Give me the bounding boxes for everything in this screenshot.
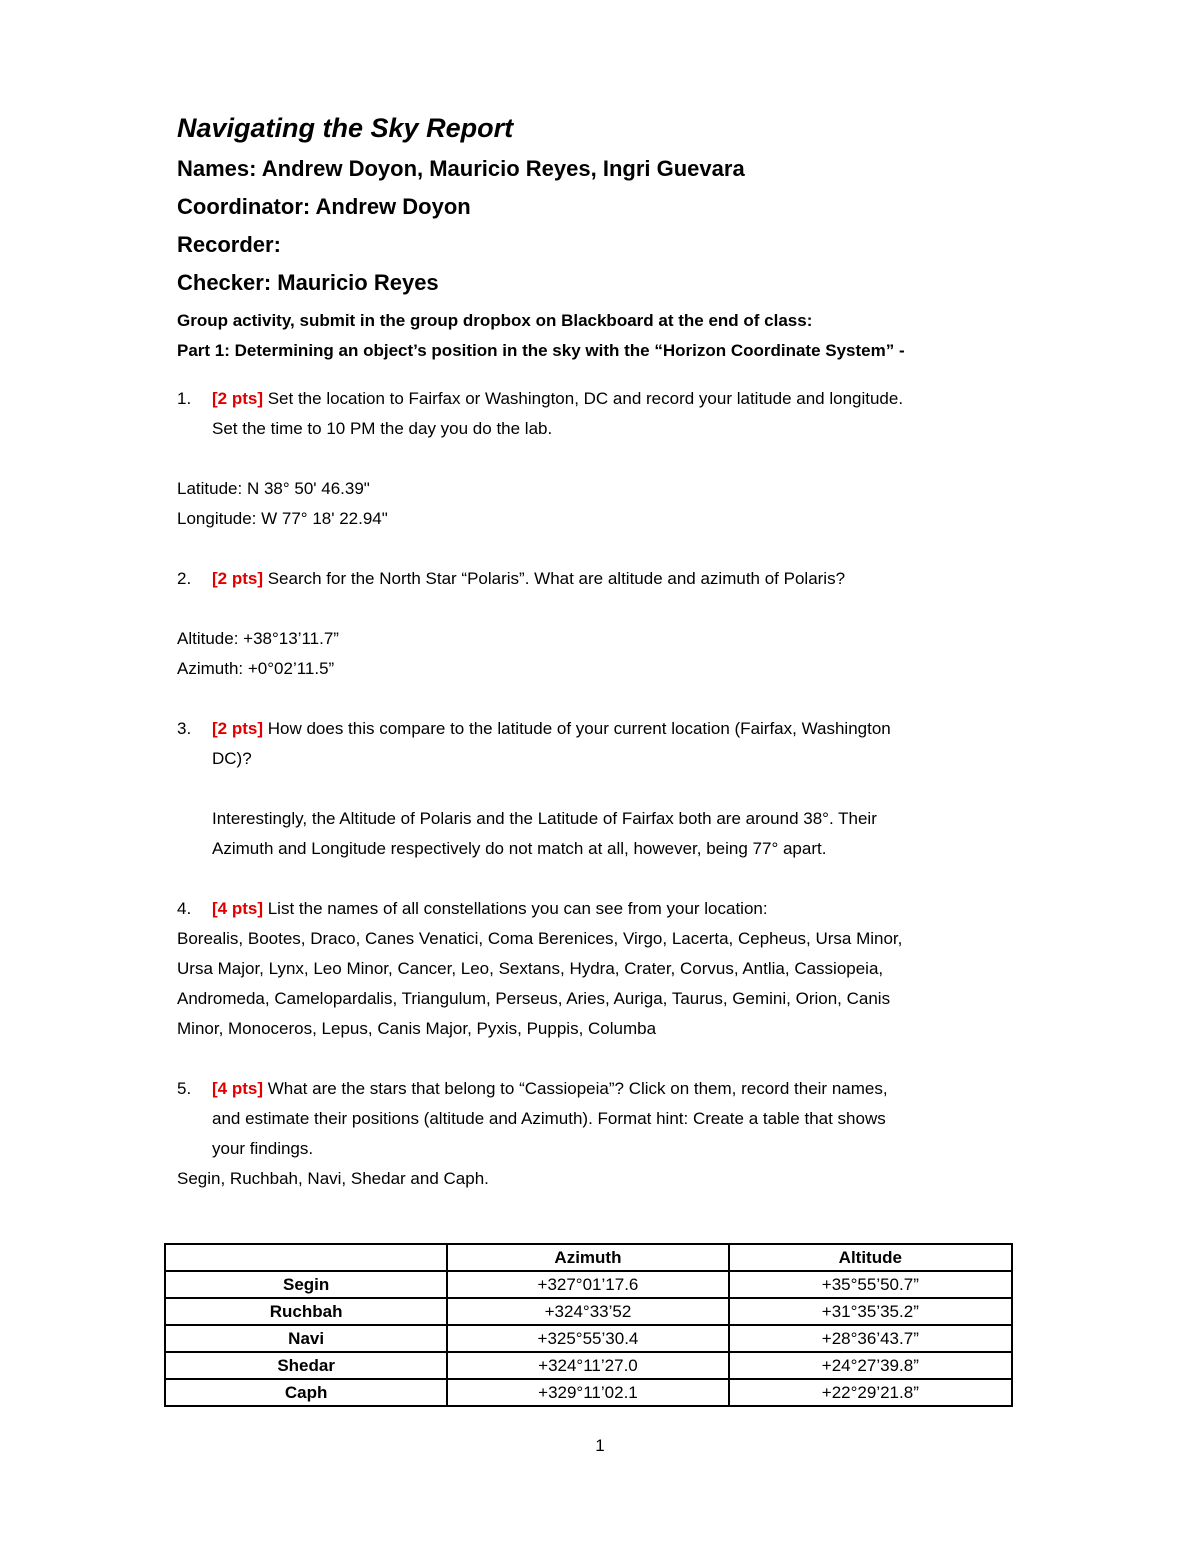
table-row — [165, 1379, 1012, 1406]
star-positions-table — [164, 1243, 1013, 1407]
question-text: How does this compare to the latitude of your current location (Fairfax, Washington — [263, 719, 891, 738]
document-title: Navigating the Sky Report — [177, 113, 514, 143]
altitude-cell: +31°35’35.2” — [729, 1298, 1012, 1325]
question-text: Search for the North Star “Polaris”. What are altitude and azimuth of Polaris? — [263, 569, 846, 588]
points-badge: [4 pts] — [212, 899, 263, 918]
answer-azimuth: Azimuth: +0°02’11.5” — [177, 659, 335, 678]
azimuth-cell: +324°33’52 — [447, 1298, 728, 1325]
altitude-cell: +22°29’21.8” — [729, 1379, 1012, 1406]
answer-line: Minor, Monoceros, Lepus, Canis Major, Pyxis, Puppis, Columba — [177, 1019, 657, 1038]
answer-line: Andromeda, Camelopardalis, Triangulum, Perseus, Aries, Auriga, Taurus, Gemini, Orion, Canis — [177, 989, 891, 1008]
page-number: 1 — [595, 1436, 605, 1455]
azimuth-cell: +327°01’17.6 — [447, 1271, 728, 1298]
question-3 — [177, 714, 1027, 864]
document-body — [177, 108, 1027, 1194]
question-text-cont: Set the time to 10 PM the day you do the lab. — [212, 419, 553, 438]
table-header-cell: Azimuth — [447, 1244, 728, 1271]
answer-longitude: Longitude: W 77° 18' 22.94" — [177, 509, 388, 528]
question-1 — [177, 384, 1027, 534]
azimuth-cell: +325°55’30.4 — [447, 1325, 728, 1352]
question-2 — [177, 564, 1027, 684]
part1-heading: Part 1: Determining an object’s position in the sky with the “Horizon Coordinate System” - — [177, 341, 905, 360]
question-number: 1. — [177, 389, 192, 408]
star-name: Ruchbah — [165, 1298, 447, 1325]
question-text: Set the location to Fairfax or Washington, DC and record your latitude and longitude. — [263, 389, 904, 408]
answer-latitude: Latitude: N 38° 50' 46.39" — [177, 479, 370, 498]
checker-line: Checker: Mauricio Reyes — [177, 270, 439, 295]
table-header-row — [165, 1244, 1012, 1271]
question-5 — [177, 1074, 1027, 1194]
answer-line: Interestingly, the Altitude of Polaris and the Latitude of Fairfax both are around 38°. Their — [212, 809, 877, 828]
recorder-line: Recorder: — [177, 232, 281, 257]
table-row — [165, 1352, 1012, 1379]
altitude-cell: +35°55’50.7” — [729, 1271, 1012, 1298]
azimuth-cell: +329°11’02.1 — [447, 1379, 728, 1406]
question-text: What are the stars that belong to “Cassiopeia”? Click on them, record their names, — [263, 1079, 888, 1098]
answer-altitude: Altitude: +38°13’11.7” — [177, 629, 339, 648]
answer-line: Segin, Ruchbah, Navi, Shedar and Caph. — [177, 1169, 489, 1188]
altitude-cell: +28°36’43.7” — [729, 1325, 1012, 1352]
table-row — [165, 1271, 1012, 1298]
star-name: Segin — [165, 1271, 447, 1298]
question-text-cont: DC)? — [212, 749, 252, 768]
instructions-line: Group activity, submit in the group dropbox on Blackboard at the end of class: — [177, 311, 813, 330]
star-name: Caph — [165, 1379, 447, 1406]
points-badge: [2 pts] — [212, 569, 263, 588]
names-line: Names: Andrew Doyon, Mauricio Reyes, Ingri Guevara — [177, 156, 745, 181]
points-badge: [2 pts] — [212, 389, 263, 408]
points-badge: [2 pts] — [212, 719, 263, 738]
table-row — [165, 1325, 1012, 1352]
star-name: Shedar — [165, 1352, 447, 1379]
table-row — [165, 1298, 1012, 1325]
question-text: List the names of all constellations you can see from your location: — [263, 899, 768, 918]
question-text-cont: your findings. — [212, 1139, 314, 1158]
coordinator-line: Coordinator: Andrew Doyon — [177, 194, 471, 219]
question-text-cont: and estimate their positions (altitude and Azimuth). Format hint: Create a table that shows — [212, 1109, 886, 1128]
answer-line: Borealis, Bootes, Draco, Canes Venatici, Coma Berenices, Virgo, Lacerta, Cepheus, Ursa Minor, — [177, 929, 903, 948]
star-name: Navi — [165, 1325, 447, 1352]
question-number: 5. — [177, 1079, 192, 1098]
azimuth-cell: +324°11’27.0 — [447, 1352, 728, 1379]
answer-line: Azimuth and Longitude respectively do not match at all, however, being 77° apart. — [212, 839, 827, 858]
question-number: 4. — [177, 899, 192, 918]
table-header-cell — [165, 1244, 447, 1271]
points-badge: [4 pts] — [212, 1079, 263, 1098]
question-number: 2. — [177, 569, 192, 588]
answer-line: Ursa Major, Lynx, Leo Minor, Cancer, Leo, Sextans, Hydra, Crater, Corvus, Antlia, Cassiopeia, — [177, 959, 884, 978]
table-header-cell: Altitude — [729, 1244, 1012, 1271]
question-4 — [177, 894, 1027, 1044]
question-number: 3. — [177, 719, 192, 738]
altitude-cell: +24°27’39.8” — [729, 1352, 1012, 1379]
